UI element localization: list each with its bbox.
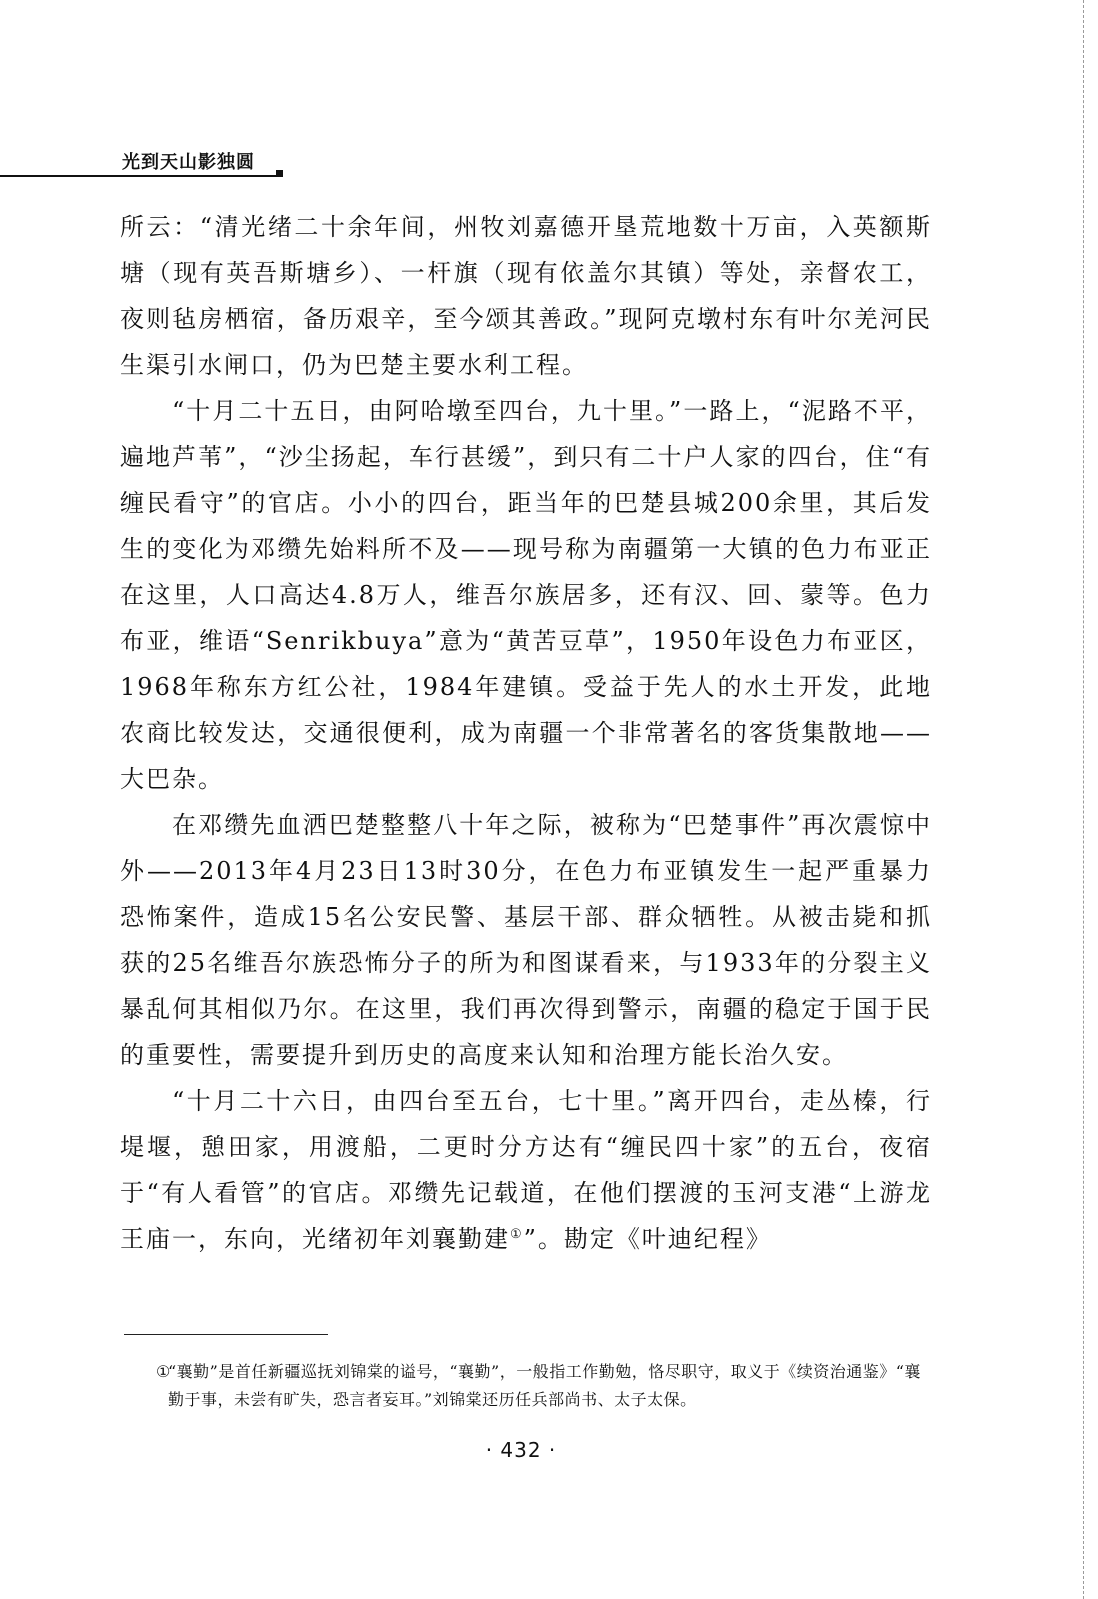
footnote xyxy=(156,1358,936,1414)
paragraph-4 xyxy=(120,1078,932,1262)
footnote-reference[interactable]: ① xyxy=(510,1227,524,1242)
paragraph-4-text-a: “十月二十六日，由四台至五台，七十里。”离开四台，走丛榛，行堤堰，憩田家，用渡船，二更时分方达有“缠民四十家”的五台，夜宿于“有人看管”的官店。邓缵先记载道，在他们摆渡的玉河支港“上游龙王庙一，东向，光绪初年刘襄勤建 xyxy=(120,1087,932,1253)
body-text xyxy=(120,204,932,1262)
footnote-text: “襄勤”是首任新疆巡抚刘锦棠的谥号，“襄勤”，一般指工作勤勉，恪尽职守，取义于《续资治通鉴》“襄勤于事，未尝有旷失，恐言者妄耳。”刘锦棠还历任兵部尚书、太子太保。 xyxy=(168,1362,921,1409)
header-square-mark xyxy=(276,170,283,177)
footnote-mark: ① xyxy=(156,1362,171,1381)
paragraph-3: 在邓缵先血洒巴楚整整八十年之际，被称为“巴楚事件”再次震惊中外——2013年4月23日13时30分，在色力布亚镇发生一起严重暴力恐怖案件，造成15名公安民警、基层干部、群众牺牲。从被击毙和抓获的25名维吾尔族恐怖分子的所为和图谋看来，与1933年的分裂主义暴乱何其相似乃尔。在这里，我们再次得到警示，南疆的稳定于国于民的重要性，需要提升到历史的高度来认知和治理方能长治久安。 xyxy=(120,811,932,1069)
running-header xyxy=(0,148,300,178)
paragraph-2: “十月二十五日，由阿哈墩至四台，九十里。”一路上，“泥路不平，遍地芦苇”，“沙尘扬起，车行甚缓”，到只有二十户人家的四台，住“有缠民看守”的官店。小小的四台，距当年的巴楚县城200余里，其后发生的变化为邓缵先始料所不及——现号称为南疆第一大镇的色力布亚正在这里，人口高达4.8万人，维吾尔族居多，还有汉、回、蒙等。色力布亚，维语“Senrikbuya”意为“黄苦豆草”，1950年设色力布亚区，1968年称东方红公社，1984年建镇。受益于先人的水土开发，此地农商比较发达，交通很便利，成为南疆一个非常著名的客货集散地——大巴杂。 xyxy=(120,397,932,793)
running-title: 光到天山影独圆 xyxy=(122,152,255,173)
page-number: · 432 · xyxy=(485,1438,557,1462)
paragraph-4-text-b: ”。勘定《叶迪纪程》 xyxy=(523,1225,772,1253)
footnote-separator xyxy=(124,1334,328,1335)
paragraph-1: 所云：“清光绪二十余年间，州牧刘嘉德开垦荒地数十万亩，入英额斯塘（现有英吾斯塘乡）、一杆旗（现有依盖尔其镇）等处，亲督农工，夜则毡房栖宿，备历艰辛，至今颂其善政。”现阿克墩村东有叶尔羌河民生渠引水闸口，仍为巴楚主要水利工程。 xyxy=(120,213,932,379)
header-rule xyxy=(0,175,283,177)
page-edge-line xyxy=(1082,0,1084,1599)
